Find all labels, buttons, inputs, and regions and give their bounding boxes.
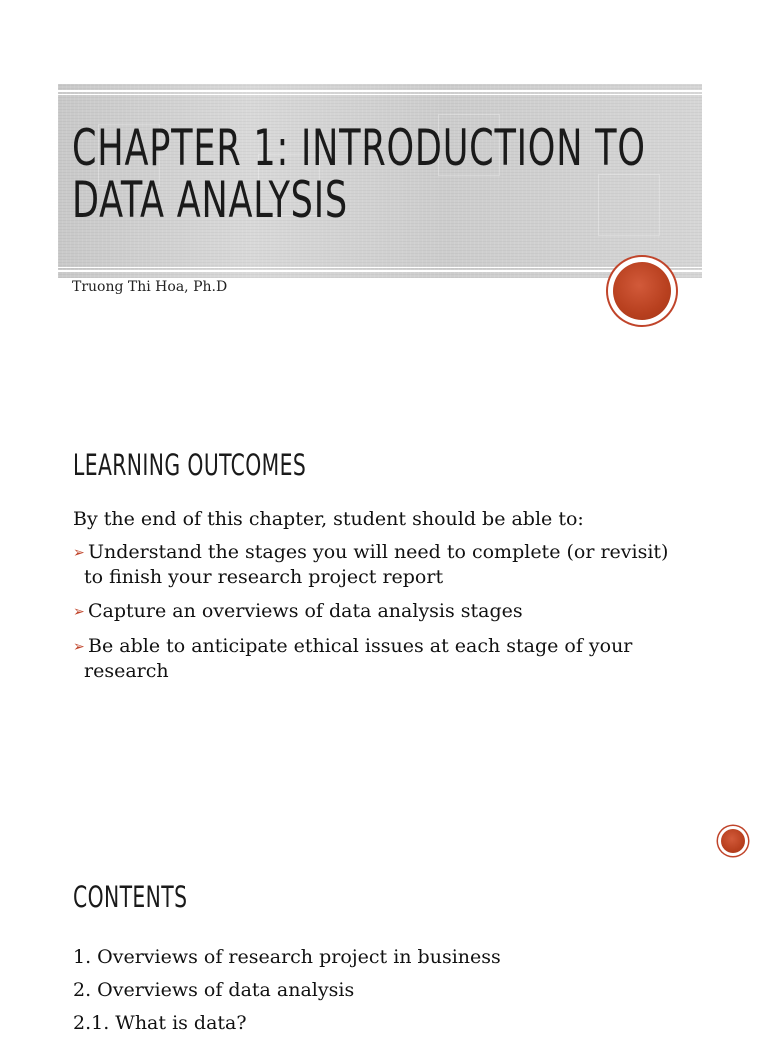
arrow-bullet-icon: ➢ [73, 639, 85, 655]
red-circle-badge-icon [608, 257, 676, 325]
list-item [73, 540, 693, 589]
list-item [73, 634, 693, 683]
contents-heading: CONTENTS [73, 880, 188, 914]
contents-list [73, 941, 501, 1040]
learning-outcomes-heading: LEARNING OUTCOMES [73, 448, 307, 482]
badge-fill [721, 829, 745, 853]
list-item: 2. Overviews of data analysis [73, 979, 355, 1001]
badge-fill [613, 262, 671, 320]
banner-bottom-thin-line [58, 267, 702, 268]
list-item: 1. Overviews of research project in business [73, 946, 501, 968]
arrow-bullet-icon: ➢ [73, 604, 85, 620]
slide-title: CHAPTER 1: INTRODUCTION TO DATA ANALYSIS [72, 119, 646, 229]
red-circle-badge-icon [718, 826, 748, 856]
banner-top-thin-line [58, 94, 702, 95]
list-item [73, 599, 693, 624]
list-item: 2.1. What is data? [73, 1012, 247, 1034]
list-item-text: Understand the stages you will need to complete (or revisit) to finish your research project report [84, 541, 669, 588]
banner-bottom-line [58, 270, 702, 272]
author-name: Truong Thi Hoa, Ph.D [72, 279, 228, 295]
list-item-text: Capture an overviews of data analysis stages [88, 600, 523, 622]
learning-outcomes-intro: By the end of this chapter, student should be able to: [73, 508, 584, 530]
banner-top-line [58, 90, 702, 92]
learning-outcomes-list [73, 540, 693, 693]
arrow-bullet-icon: ➢ [73, 545, 85, 561]
list-item-text: Be able to anticipate ethical issues at each stage of your research [84, 635, 633, 682]
